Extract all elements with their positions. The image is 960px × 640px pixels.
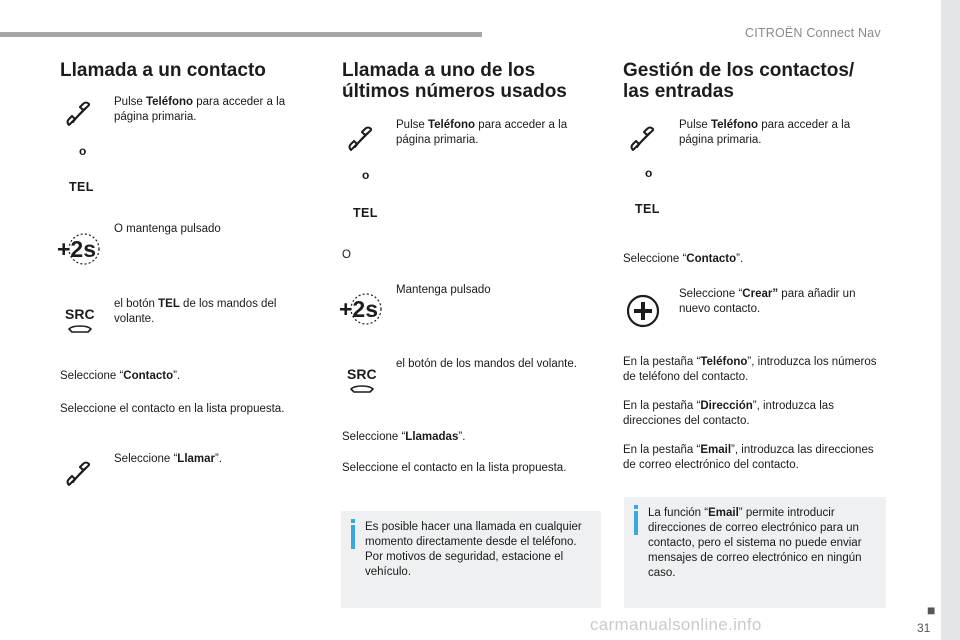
or-label: o bbox=[79, 144, 87, 158]
step-email-tab: En la pestaña “Email”, introduzca las direcciones de correo electrónico del contacto. bbox=[623, 444, 874, 471]
header-bar bbox=[0, 32, 482, 37]
page-edge-strip bbox=[941, 0, 960, 640]
svg-text:SRC: SRC bbox=[65, 306, 95, 322]
page-number: 31 bbox=[917, 621, 931, 635]
info-icon-bar bbox=[634, 511, 638, 535]
step-phone-tab: En la pestaña “Teléfono”, introduzca los números de teléfono del contacto. bbox=[623, 356, 877, 383]
info-box bbox=[624, 497, 886, 608]
phone-handset-icon bbox=[628, 125, 664, 153]
or-separator: O bbox=[342, 249, 351, 261]
info-icon bbox=[351, 519, 355, 523]
step-select-contact: Seleccione “Contacto”. bbox=[60, 370, 181, 382]
tel-label: TEL bbox=[353, 206, 378, 220]
step-create: Seleccione “Crear” para añadir un nuevo contacto. bbox=[679, 288, 856, 315]
tel-label: TEL bbox=[635, 202, 660, 216]
step-select-calls: Seleccione “Llamadas”. bbox=[342, 431, 466, 443]
svg-text:SRC: SRC bbox=[347, 366, 377, 382]
step-call: Seleccione “Llamar”. bbox=[114, 453, 223, 465]
or-label: o bbox=[645, 166, 653, 180]
step-steering-button: el botón de los mandos del volante. bbox=[396, 358, 577, 370]
step-hold: O mantenga pulsado bbox=[114, 223, 221, 235]
phone-handset-icon bbox=[64, 460, 100, 488]
step-press-phone: Pulse Teléfono para acceder a la página primaria. bbox=[396, 119, 568, 146]
section-title: Llamada a uno de los últimos números usados bbox=[342, 60, 567, 102]
info-icon-bar bbox=[351, 525, 355, 549]
step-tel-button: el botón TEL de los mandos del volante. bbox=[114, 298, 277, 325]
hold-2-seconds-icon bbox=[336, 292, 384, 326]
or-label: o bbox=[362, 168, 370, 182]
step-select-from-list: Seleccione el contacto en la lista propuesta. bbox=[342, 462, 567, 474]
section-title: Llamada a un contacto bbox=[60, 60, 266, 81]
page-mark: ■ bbox=[927, 602, 936, 618]
section-title: Gestión de los contactos/ las entradas bbox=[623, 60, 855, 102]
phone-handset-icon bbox=[346, 125, 382, 153]
tel-label: TEL bbox=[69, 180, 94, 194]
svg-text:+2s: +2s bbox=[339, 296, 379, 322]
info-text: La función “Email” permite introducir direcciones de correo electrónico para un contacto, pero el sistema no puede enviar mensajes de correo electrónico en ningún caso. bbox=[648, 507, 862, 579]
plus-circle-icon bbox=[626, 294, 660, 328]
step-select-contact: Seleccione “Contacto”. bbox=[623, 253, 744, 265]
info-icon bbox=[634, 505, 638, 509]
brand-title: CITROËN Connect Nav bbox=[745, 26, 881, 40]
watermark: carmanualsonline.info bbox=[590, 615, 762, 634]
hold-2-seconds-icon bbox=[54, 232, 102, 266]
src-steering-button-icon bbox=[346, 366, 382, 396]
info-box bbox=[341, 511, 601, 608]
svg-text:+2s: +2s bbox=[57, 236, 97, 262]
info-text: Es posible hacer una llamada en cualquier momento directamente desde el teléfono. Por motivos de seguridad, estacione el vehículo. bbox=[365, 521, 582, 578]
step-press-phone: Pulse Teléfono para acceder a la página primaria. bbox=[114, 96, 286, 123]
step-select-from-list: Seleccione el contacto en la lista propuesta. bbox=[60, 403, 285, 415]
src-steering-button-icon bbox=[64, 306, 100, 336]
step-address-tab: En la pestaña “Dirección”, introduzca las direcciones del contacto. bbox=[623, 400, 834, 427]
phone-handset-icon bbox=[64, 100, 100, 128]
step-press-phone: Pulse Teléfono para acceder a la página primaria. bbox=[679, 119, 851, 146]
step-hold: Mantenga pulsado bbox=[396, 284, 491, 296]
